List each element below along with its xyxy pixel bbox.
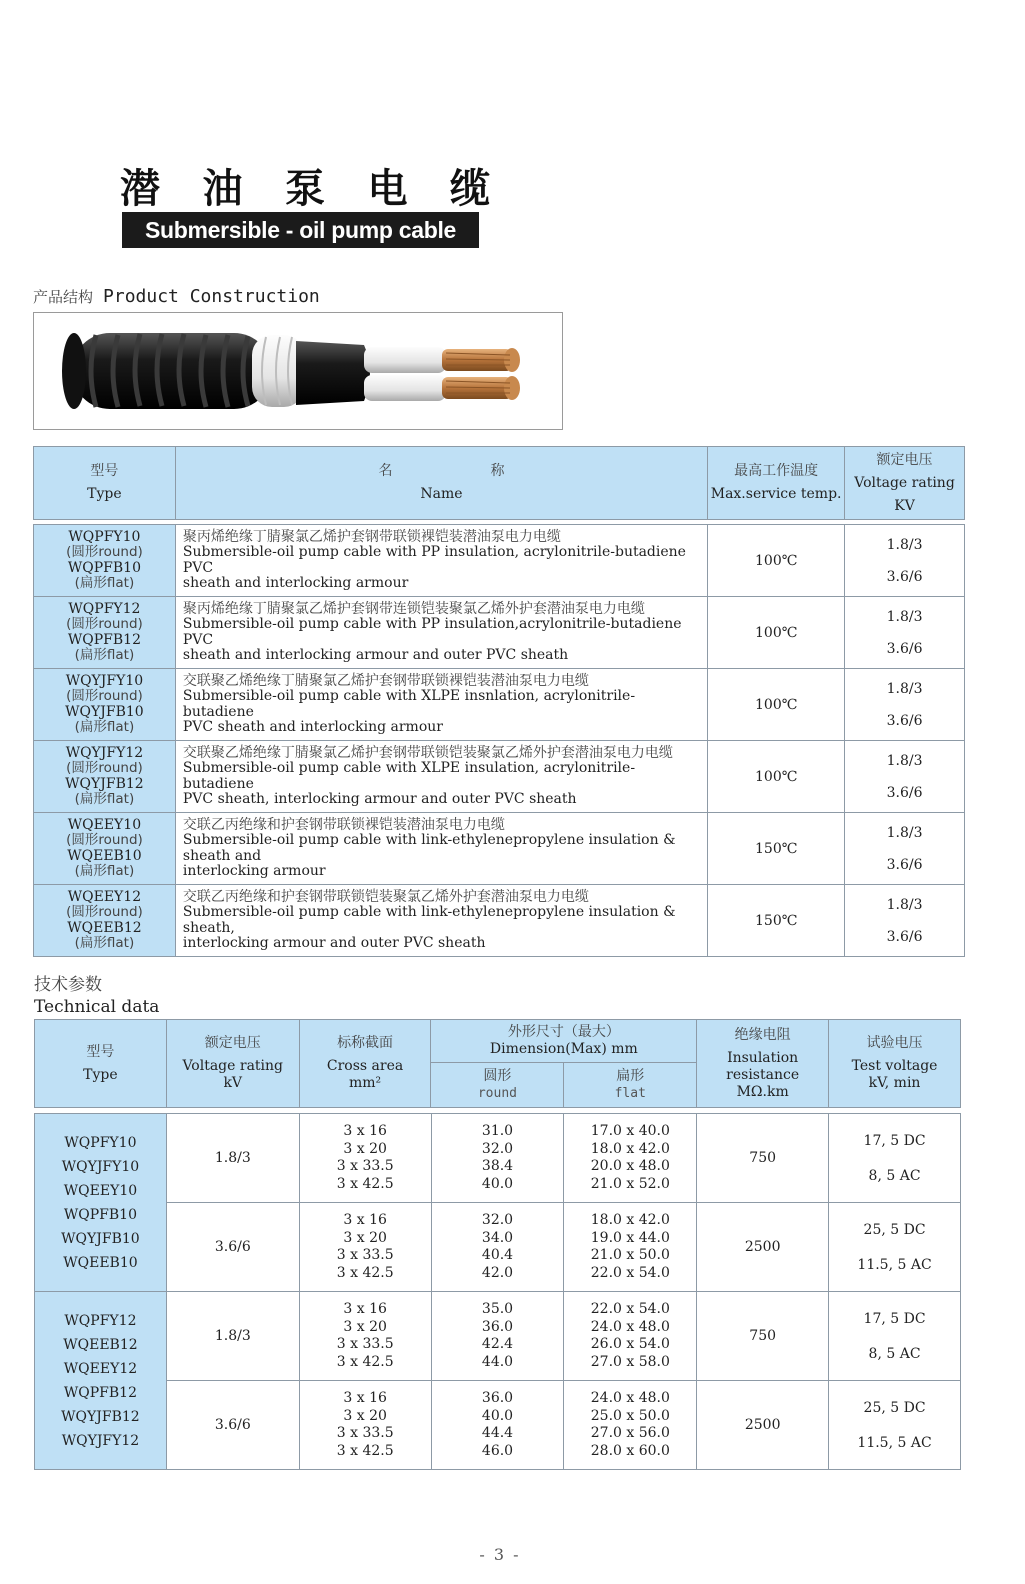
flat-dimension-value: 25.0 x 50.0 — [590, 1407, 670, 1424]
product-type-round: WQEEY10 — [67, 816, 142, 833]
product-name-en-line2: interlocking armour — [182, 863, 326, 879]
flat-dimension-cell — [564, 1292, 697, 1381]
header-name-cn: 名 称 — [378, 463, 505, 479]
round-dimension-cell — [431, 1381, 564, 1470]
product-type-cell — [34, 741, 176, 813]
product-type-round-label: (圆形round) — [66, 688, 143, 704]
technical-voltage-cell: 1.8/3 — [166, 1114, 299, 1203]
technical-type: WQEEY12 — [63, 1360, 138, 1377]
product-name-en-line2: sheath and interlocking armour and outer PVC sheath — [182, 647, 569, 663]
tech-header-area-cn: 标称截面 — [337, 1035, 394, 1051]
product-voltage-2: 3.6/6 — [886, 640, 923, 657]
flat-dimension-value: 26.0 x 54.0 — [590, 1336, 670, 1352]
insulated-cores — [364, 347, 446, 401]
construction-heading — [33, 286, 320, 307]
title-english: Submersible - oil pump cable — [144, 216, 457, 243]
title-char: 缆 — [450, 165, 490, 212]
product-name-en-line2: interlocking armour and outer PVC sheath — [182, 935, 486, 951]
technical-type: WQEEB12 — [63, 1336, 138, 1353]
product-name-cell — [175, 885, 707, 957]
product-type-cell — [34, 813, 176, 885]
tech-header-dim-en: Dimension(Max) mm — [489, 1041, 638, 1057]
product-name-en-line2: PVC sheath, interlocking armour and outer PVC sheath — [182, 791, 577, 807]
cross-area-cell — [299, 1203, 431, 1292]
product-voltage-1: 1.8/3 — [886, 824, 923, 841]
technical-table — [34, 1113, 961, 1470]
technical-row — [35, 1292, 961, 1381]
technical-type-cell — [35, 1292, 167, 1470]
product-type-flat: WQYJFB12 — [65, 775, 144, 792]
cross-area-value: 3 x 42.5 — [336, 1353, 394, 1370]
product-type-round-label: (圆形round) — [66, 760, 143, 776]
product-temp-cell: 150℃ — [708, 813, 845, 885]
tech-header-type-cn: 型号 — [86, 1043, 115, 1060]
tech-header-ins-cn: 绝缘电阻 — [734, 1026, 791, 1043]
cross-area-value: 3 x 20 — [343, 1140, 387, 1157]
tech-header-flat-en: flat — [614, 1086, 646, 1101]
product-name-cell — [175, 813, 707, 885]
tech-header-ins-en2: MΩ.km — [736, 1083, 789, 1100]
test-voltage-dc: 25, 5 DC — [863, 1221, 926, 1238]
technical-type: WQEEY10 — [63, 1182, 138, 1199]
cross-area-value: 3 x 16 — [343, 1301, 387, 1317]
cross-area-cell — [299, 1114, 431, 1203]
product-row — [34, 597, 965, 669]
product-type-cell — [34, 669, 176, 741]
cross-area-value: 3 x 42.5 — [336, 1264, 394, 1281]
round-dimension-value: 42.4 — [481, 1336, 514, 1352]
cable-illustration — [34, 313, 562, 429]
product-voltage-cell — [845, 885, 965, 957]
flat-dimension-value: 21.0 x 52.0 — [590, 1175, 670, 1192]
tech-header-test — [829, 1020, 961, 1108]
tech-header-ins-en1: Insulation resistance — [726, 1049, 800, 1083]
product-name-cell — [175, 525, 707, 597]
copper-conductors — [442, 348, 520, 400]
product-type-round-label: (圆形round) — [66, 616, 143, 632]
round-dimension-value: 42.0 — [481, 1264, 514, 1281]
product-name-cn: 交联聚乙烯绝缘丁腈聚氯乙烯护套钢带联锁铠装聚氯乙烯外护套潜油泵电力电缆 — [182, 744, 673, 761]
product-voltage-1: 1.8/3 — [886, 896, 923, 913]
tech-header-area-en2: mm² — [348, 1075, 382, 1091]
test-voltage-cell — [829, 1114, 961, 1203]
cross-area-value: 3 x 33.5 — [336, 1158, 394, 1174]
sheath-layer — [296, 341, 370, 405]
flat-dimension-value: 24.0 x 48.0 — [590, 1390, 670, 1406]
product-temp-cell: 150℃ — [708, 885, 845, 957]
flat-dimension-cell — [564, 1114, 697, 1203]
technical-voltage-cell: 3.6/6 — [166, 1203, 299, 1292]
product-name-cn: 交联乙丙绝缘和护套钢带联锁裸铠装潜油泵电力电缆 — [182, 816, 505, 833]
title-char: 潜 — [120, 165, 160, 212]
product-name-cn: 交联聚乙烯绝缘丁腈聚氯乙烯护套钢带联锁裸铠装潜油泵电力电缆 — [182, 672, 589, 689]
product-name-cell — [175, 669, 707, 741]
tech-header-round — [431, 1063, 564, 1108]
round-dimension-cell — [431, 1203, 564, 1292]
armour-layer — [62, 333, 272, 409]
product-type-flat-label: (扁形flat) — [74, 575, 135, 591]
header-temp — [708, 447, 845, 520]
tech-header-type-en: Type — [83, 1066, 118, 1083]
tech-header-volt-en1: Voltage rating — [182, 1058, 283, 1074]
test-voltage-ac: 8, 5 AC — [868, 1345, 921, 1362]
product-voltage-1: 1.8/3 — [886, 752, 923, 769]
header-temp-cn: 最高工作温度 — [734, 463, 819, 479]
product-name-cn: 聚丙烯绝缘丁腈聚氯乙烯护套钢带连锁铠装聚氯乙烯外护套潜油泵电力电缆 — [182, 600, 645, 617]
technical-heading-en: Technical data — [34, 997, 160, 1017]
product-row — [34, 525, 965, 597]
test-voltage-dc: 17, 5 DC — [863, 1310, 926, 1327]
product-type-cell — [34, 597, 176, 669]
tech-header-dim-cn: 外形尺寸（最大） — [507, 1024, 620, 1040]
header-name — [175, 447, 707, 520]
cross-area-value: 3 x 16 — [343, 1212, 387, 1228]
cross-area-value: 3 x 42.5 — [336, 1175, 394, 1192]
product-voltage-cell — [845, 669, 965, 741]
header-volt-cn: 额定电压 — [876, 451, 933, 468]
round-dimension-cell — [431, 1114, 564, 1203]
product-name-en-line1: Submersible-oil pump cable with PP insulation, acrylonitrile-butadiene PVC — [182, 544, 686, 576]
product-type-flat: WQEEB10 — [67, 847, 142, 864]
product-type-round-label: (圆形round) — [66, 544, 143, 560]
test-voltage-ac: 11.5, 5 AC — [857, 1256, 932, 1273]
round-dimension-value: 46.0 — [481, 1442, 514, 1459]
product-type-round: WQYJFY12 — [65, 744, 144, 761]
tech-header-area-en1: Cross area — [326, 1058, 404, 1074]
title-chinese — [120, 160, 490, 210]
round-dimension-value: 35.0 — [481, 1301, 514, 1317]
flat-dimension-value: 17.0 x 40.0 — [590, 1123, 670, 1139]
product-table-header — [33, 446, 965, 520]
tech-header-area — [299, 1020, 431, 1108]
round-dimension-value: 36.0 — [481, 1318, 514, 1335]
technical-type: WQYJFB10 — [61, 1230, 140, 1247]
cross-area-value: 3 x 42.5 — [336, 1442, 394, 1459]
round-dimension-value: 40.4 — [481, 1247, 514, 1263]
product-type-round: WQPFY12 — [68, 600, 141, 617]
flat-dimension-value: 18.0 x 42.0 — [590, 1140, 670, 1157]
product-name-en-line2: PVC sheath and interlocking armour — [182, 719, 443, 735]
product-type-flat: WQYJFB10 — [65, 703, 144, 720]
cross-area-value: 3 x 33.5 — [336, 1336, 394, 1352]
product-type-flat: WQPFB12 — [67, 631, 141, 648]
flat-dimension-value: 18.0 x 42.0 — [590, 1212, 670, 1228]
header-volt-en: Voltage rating KV — [854, 474, 955, 514]
round-dimension-value: 44.0 — [481, 1353, 514, 1370]
flat-dimension-value: 27.0 x 58.0 — [590, 1353, 670, 1370]
cross-area-value: 3 x 16 — [343, 1123, 387, 1139]
technical-type: WQPFB10 — [63, 1206, 137, 1223]
product-voltage-2: 3.6/6 — [886, 784, 923, 801]
tech-header-volt-en2: kV — [223, 1075, 243, 1091]
product-type-cell — [34, 525, 176, 597]
product-voltage-cell — [845, 525, 965, 597]
technical-row — [35, 1381, 961, 1470]
tech-header-test-en2: kV, min — [868, 1075, 921, 1091]
product-name-en-line1: Submersible-oil pump cable with link-ethylenepropylene insulation & sheath and — [182, 832, 676, 864]
round-dimension-value: 36.0 — [481, 1390, 514, 1406]
product-name-en-line1: Submersible-oil pump cable with link-ethylenepropylene insulation & sheath, — [182, 904, 676, 936]
round-dimension-value: 38.4 — [481, 1158, 514, 1174]
insulation-resistance-cell: 2500 — [697, 1203, 829, 1292]
technical-type: WQPFB12 — [63, 1384, 137, 1401]
cross-area-value: 3 x 20 — [343, 1318, 387, 1335]
tech-header-test-cn: 试验电压 — [866, 1035, 923, 1051]
tech-header-round-cn: 圆形 — [483, 1068, 512, 1084]
flat-dimension-value: 27.0 x 56.0 — [590, 1425, 670, 1441]
technical-type: WQPFY12 — [64, 1312, 137, 1329]
product-type-flat-label: (扁形flat) — [74, 863, 135, 879]
tech-header-voltage — [166, 1020, 299, 1108]
cross-area-cell — [299, 1381, 431, 1470]
product-row — [34, 741, 965, 813]
header-voltage — [845, 447, 965, 520]
product-type-flat-label: (扁形flat) — [74, 719, 135, 735]
title-char: 油 — [202, 165, 243, 212]
technical-voltage-cell: 1.8/3 — [166, 1292, 299, 1381]
flat-dimension-value: 24.0 x 48.0 — [590, 1318, 670, 1335]
product-name-en-line1: Submersible-oil pump cable with XLPE insnlation, acrylonitrile-butadiene — [182, 688, 636, 720]
product-row — [34, 885, 965, 957]
product-type-flat-label: (扁形flat) — [74, 647, 135, 663]
cross-area-value: 3 x 20 — [343, 1407, 387, 1424]
technical-type: WQYJFB12 — [61, 1408, 140, 1425]
insulation-resistance-cell: 2500 — [697, 1381, 829, 1470]
title-english-banner — [122, 212, 479, 248]
page-number: - 3 - — [479, 1545, 521, 1564]
product-voltage-cell — [845, 741, 965, 813]
insulation-resistance-cell: 750 — [697, 1292, 829, 1381]
cable-cross-section-image — [33, 312, 563, 430]
product-name-en-line2: sheath and interlocking armour — [182, 575, 409, 591]
test-voltage-ac: 11.5, 5 AC — [857, 1434, 932, 1451]
header-type — [34, 447, 176, 520]
product-row — [34, 669, 965, 741]
product-voltage-cell — [845, 597, 965, 669]
product-type-round: WQEEY12 — [67, 888, 142, 905]
product-voltage-2: 3.6/6 — [886, 928, 923, 945]
header-type-cn: 型号 — [90, 463, 119, 479]
flat-dimension-cell — [564, 1203, 697, 1292]
product-voltage-1: 1.8/3 — [886, 536, 923, 553]
round-dimension-value: 44.4 — [481, 1425, 514, 1441]
technical-type: WQYJFY10 — [61, 1158, 140, 1175]
title-char: 泵 — [285, 165, 325, 212]
cross-area-cell — [299, 1292, 431, 1381]
tech-header-type — [35, 1020, 167, 1108]
tech-header-insulation — [697, 1020, 829, 1108]
product-name-cell — [175, 741, 707, 813]
product-name-en-line1: Submersible-oil pump cable with XLPE insulation, acrylonitrile-butadiene — [182, 760, 636, 792]
technical-type-cell — [35, 1114, 167, 1292]
technical-table-header — [34, 1019, 961, 1108]
test-voltage-ac: 8, 5 AC — [868, 1167, 921, 1184]
product-type-round-label: (圆形round) — [66, 832, 143, 848]
test-voltage-cell — [829, 1203, 961, 1292]
product-name-cell — [175, 597, 707, 669]
header-name-en: Name — [420, 486, 463, 502]
flat-dimension-value: 28.0 x 60.0 — [590, 1442, 670, 1459]
header-type-en: Type — [87, 486, 122, 502]
flat-dimension-cell — [564, 1381, 697, 1470]
technical-row — [35, 1203, 961, 1292]
product-type-flat: WQPFB10 — [67, 559, 141, 576]
product-voltage-2: 3.6/6 — [886, 712, 923, 729]
header-temp-en: Max.service temp. — [710, 486, 842, 502]
technical-type: WQPFY10 — [64, 1134, 137, 1151]
flat-dimension-value: 19.0 x 44.0 — [590, 1229, 670, 1246]
construction-heading-en: Product Construction — [103, 286, 320, 307]
round-dimension-value: 34.0 — [481, 1229, 514, 1246]
round-dimension-cell — [431, 1292, 564, 1381]
product-voltage-2: 3.6/6 — [886, 856, 923, 873]
technical-heading-cn: 技术参数 — [34, 975, 102, 995]
round-dimension-value: 32.0 — [481, 1140, 514, 1157]
product-temp-cell: 100℃ — [708, 525, 845, 597]
technical-heading — [34, 974, 159, 1018]
insulation-resistance-cell: 750 — [697, 1114, 829, 1203]
cross-area-value: 3 x 20 — [343, 1229, 387, 1246]
product-temp-cell: 100℃ — [708, 741, 845, 813]
product-temp-cell: 100℃ — [708, 669, 845, 741]
test-voltage-dc: 17, 5 DC — [863, 1132, 926, 1149]
technical-row — [35, 1114, 961, 1203]
product-name-cn: 聚丙烯绝缘丁腈聚氯乙烯护套钢带联锁裸铠装潜油泵电力电缆 — [182, 528, 561, 545]
product-type-flat: WQEEB12 — [67, 919, 142, 936]
round-dimension-value: 40.0 — [481, 1175, 514, 1192]
cross-area-value: 3 x 16 — [343, 1390, 387, 1406]
tech-header-volt-cn: 额定电压 — [204, 1035, 261, 1051]
tech-header-test-en1: Test voltage — [851, 1058, 938, 1074]
product-voltage-1: 1.8/3 — [886, 608, 923, 625]
construction-heading-cn: 产品结构 — [33, 288, 94, 306]
test-voltage-dc: 25, 5 DC — [863, 1399, 926, 1416]
product-type-round-label: (圆形round) — [66, 904, 143, 920]
round-dimension-value: 32.0 — [481, 1212, 514, 1228]
technical-voltage-cell: 3.6/6 — [166, 1381, 299, 1470]
product-type-flat-label: (扁形flat) — [74, 791, 135, 807]
product-name-en-line1: Submersible-oil pump cable with PP insulation,acrylonitrile-butadiene PVC — [182, 616, 682, 648]
flat-dimension-value: 21.0 x 50.0 — [590, 1247, 670, 1263]
flat-dimension-value: 22.0 x 54.0 — [590, 1301, 670, 1317]
product-temp-cell: 100℃ — [708, 597, 845, 669]
product-row — [34, 813, 965, 885]
test-voltage-cell — [829, 1292, 961, 1381]
cross-area-value: 3 x 33.5 — [336, 1425, 394, 1441]
tech-header-flat — [564, 1063, 697, 1108]
technical-type: WQYJFY12 — [61, 1432, 140, 1449]
tech-header-dimension — [431, 1020, 697, 1063]
tech-header-flat-cn: 扁形 — [616, 1068, 645, 1084]
round-dimension-value: 31.0 — [481, 1123, 514, 1139]
cross-area-value: 3 x 33.5 — [336, 1247, 394, 1263]
technical-type: WQEEB10 — [63, 1254, 138, 1271]
test-voltage-cell — [829, 1381, 961, 1470]
tech-header-round-en: round — [477, 1086, 517, 1101]
product-type-cell — [34, 885, 176, 957]
product-voltage-2: 3.6/6 — [886, 568, 923, 585]
product-table — [33, 524, 965, 957]
product-voltage-1: 1.8/3 — [886, 680, 923, 697]
round-dimension-value: 40.0 — [481, 1407, 514, 1424]
title-char: 电 — [367, 165, 408, 212]
product-type-round: WQPFY10 — [68, 528, 141, 545]
product-type-round: WQYJFY10 — [65, 672, 144, 689]
flat-dimension-value: 22.0 x 54.0 — [590, 1264, 670, 1281]
product-type-flat-label: (扁形flat) — [74, 935, 135, 951]
product-voltage-cell — [845, 813, 965, 885]
product-name-cn: 交联乙丙绝缘和护套钢带联锁铠装聚氯乙烯外护套潜油泵电力电缆 — [182, 888, 589, 905]
flat-dimension-value: 20.0 x 48.0 — [590, 1158, 670, 1174]
